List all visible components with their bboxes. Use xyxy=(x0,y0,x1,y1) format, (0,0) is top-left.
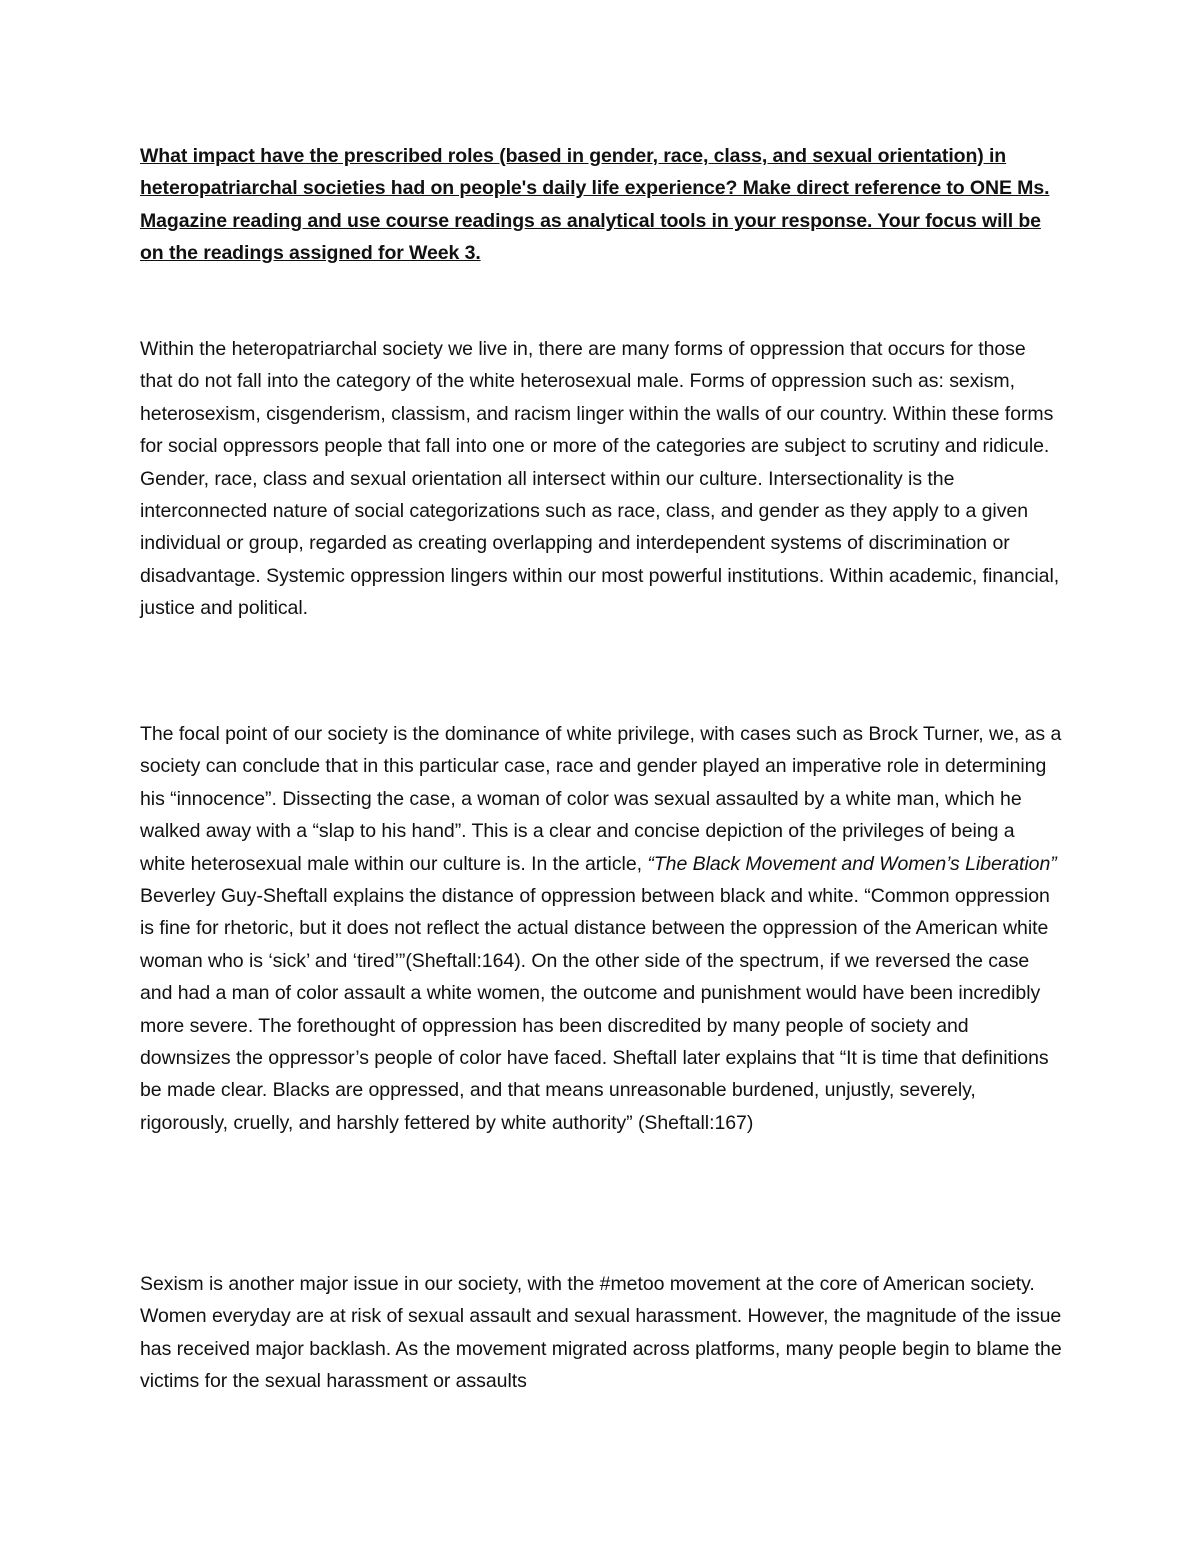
article-title: “The Black Movement and Women’s Liberation” xyxy=(647,852,1057,875)
paragraph-text-before-title: The focal point of our society is the dominance of white privilege, with cases such as Brock Turner, we, as a society can conclude that in this particular case, race and gender played an imperative role in determining his “innocence”. Dissecting the case, a woman of color was sexual assaulted by a white man, which he walked away with a “slap to his hand”. This is a clear and concise depiction of the privileges of being a white heterosexual male within our culture is. In the article, xyxy=(140,723,1062,875)
paragraph-intersectionality: Within the heteropatriarchal society we live in, there are many forms of oppression that occurs for those that do not fall into the category of the white heterosexual male. Forms of oppression such as: sexism, heterosexism, cisgenderism, classism, and racism linger within the walls of our country. Within these forms for social oppressors people that fall into one or more of the categories are subject to scrutiny and ridicule. Gender, race, class and sexual orientation all intersect within our culture. Intersectionality is the interconnected nature of social categorizations such as race, class, and gender as they apply to a given individual or group, regarded as creating overlapping and interdependent systems of discrimination or disadvantage. Systemic oppression lingers within our most powerful institutions. Within academic, financial, justice and political. xyxy=(140,338,1060,620)
paragraph-sexism: Sexism is another major issue in our society, with the #metoo movement at the core of American society. Women everyday are at risk of sexual assault and sexual harassment. However, the magnitude of the issue has received major backlash. As the movement migrated across platforms, many people begin to blame the victims for the sexual harassment or assaults xyxy=(140,1273,1062,1393)
paragraph-text-after-title: Beverley Guy-Sheftall explains the distance of oppression between black and white. “Common oppression is fine for rhetoric, but it does not reflect the actual distance between the oppression of the American white woman who is ‘sick’ and ‘tired’”(Sheftall:164). On the other side of the spectrum, if we reversed the case and had a man of color assault a white women, the outcome and punishment would have been incredibly more severe. The forethought of oppression has been discredited by many people of society and downsizes the oppressor’s people of color have faced. Sheftall later explains that “It is time that definitions be made clear. Blacks are oppressed, and that means unreasonable burdened, unjustly, severely, rigorously, cruelly, and harshly fettered by white authority” (Sheftall:167) xyxy=(140,885,1050,1134)
paragraph-white-privilege xyxy=(140,718,1062,1139)
essay-prompt: What impact have the prescribed roles (based in gender, race, class, and sexual orientation) in heteropatriarchal societies had on people's daily life experience? Make direct reference to ONE Ms. Magazine reading and use course readings as analytical tools in your response. Your focus will be on the readings assigned for Week 3. xyxy=(140,145,1050,265)
document-body xyxy=(140,140,1062,1393)
